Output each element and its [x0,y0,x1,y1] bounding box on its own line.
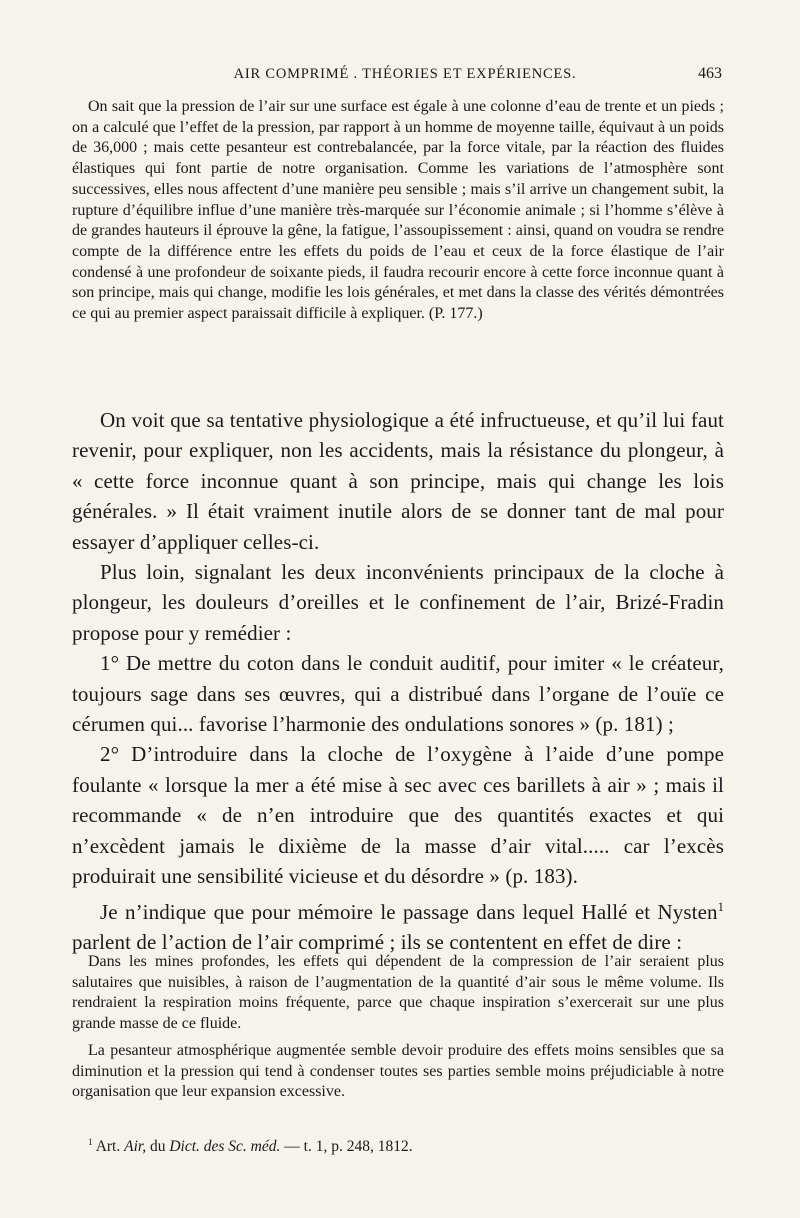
footnote-marker: 1 [88,1138,93,1148]
page-number: 463 [698,65,722,82]
body-paragraph: On voit que sa tentative physiologique a été infructueuse, et qu’il lui faut revenir, pour expliquer, non les accidents, mais la résistance du plongeur, à « cette force inconnue quant à son principe, mais qui change les lois générales. » Il était vraiment inutile alors de se donner tant de mal pour essayer d’appliquer celles-ci. [72,408,724,554]
body-paragraph: 2° D’introduire dans la cloche de l’oxygène à l’aide d’une pompe foulante « lorsque la mer a été mise à sec avec ces barillets à air » ; mais il recommande « de n’en introduire que des quantités exactes et qui n’excèdent jamais le dixième de la masse d’air vital..... car l’excès produirait une sensibilité vicieuse et du désordre » (p. 183). [72,742,724,889]
page-header [88,62,722,88]
footnote-air: Air, [124,1138,147,1156]
quote-paragraph: Dans les mines profondes, les effets qui dépendent de la compression de l’air seraient plus salutaires que nuisibles, à raison de l’augmentation de la quantité d’air sous le même volume. Ils rendraient la respiration moins fréquente, parce que chaque inspiration s’exercerait sur une plus grande masse de ce fluide. [72,953,724,1033]
quote-paragraph: On sait que la pression de l’air sur une surface est égale à une colonne d’eau de trente et un pieds ; on a calculé que l’effet de la pression, par rapport à un homme de moyenne taille, équivaut à un poids de 36,000 ; mais cette pesanteur est contrebalancée, par la force vitale, par la réaction des fluides élastiques qui font partie de notre organisation. Comme les variations de l’atmosphère sont successives, elles nous affectent d’une manière peu sensible ; mais s’il arrive un changement subit, la rupture d’équilibre influe d’une manière très-marquée sur l’économie animale ; si l’homme s’élève à de grandes hauteurs il éprouve la gêne, la fatigue, l’assoupissement : ainsi, quand on voudra se rendre compte de la différence entre les effets du poids de l’eau et ceux de la force élastique de l’air condensé à une profondeur de soixante pieds, il faudra recourir encore à cette force inconnue quant à son principe, mais qui change, modifie les lois générales, et met dans la classe des vérités démontrées ce qui au premier aspect paraissait difficile à expliquer. (P. 177.) [72,98,724,323]
main-text [72,405,724,957]
footnote-ref: 1 [717,899,724,914]
footnote-art: Art. [95,1138,121,1156]
body-paragraph: Plus loin, signalant les deux inconvénients principaux de la cloche à plongeur, les douleurs d’oreilles et le confinement de l’air, Brizé-Fradin propose pour y remédier : [72,560,724,645]
body-text: parlent de l’action de l’air comprimé ; ils se contentent en effet de dire : [72,929,683,954]
block-quote-2 [72,952,724,1103]
footnote-dict: Dict. des Sc. méd. [169,1138,281,1156]
running-title: AIR COMPRIMÉ . THÉORIES ET EXPÉRIENCES. [233,66,577,82]
quote-paragraph: La pesanteur atmosphérique augmentée semble devoir produire des effets moins sensibles que sa diminution et la pression qui tend à condenser toutes ses parties semble moins préjudiciable à notre organisation que leur expansion excessive. [72,1041,724,1101]
body-paragraph [72,892,724,958]
footnote-du: du [149,1138,166,1156]
footnote-rest: — t. 1, p. 248, 1812. [284,1138,413,1156]
footnote [88,1138,413,1156]
body-paragraph: 1° De mettre du coton dans le conduit auditif, pour imiter « le créateur, toujours sage dans ses œuvres, qui a distribué dans l’organe de l’ouïe ce cérumen qui... favorise l’harmonie des ondulations sonores » (p. 181) ; [72,651,724,737]
body-text: Je n’indique que pour mémoire le passage dans lequel Hallé et Nysten [100,899,718,924]
block-quote-1 [72,97,724,325]
